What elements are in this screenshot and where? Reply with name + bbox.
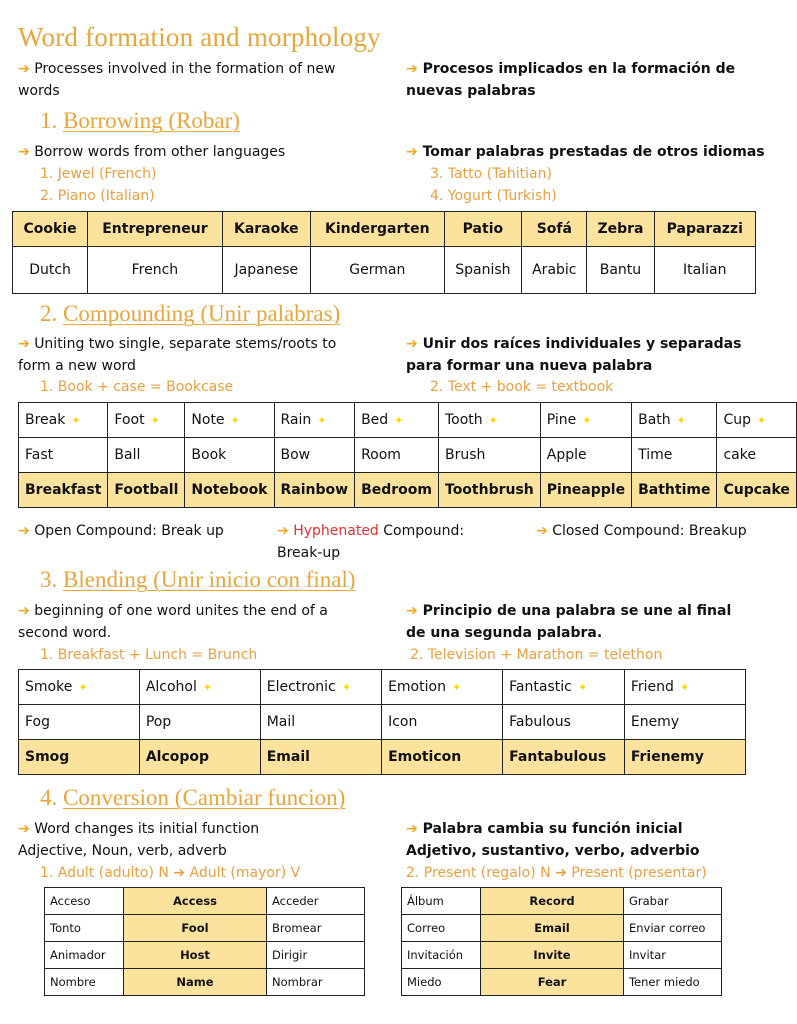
- table-cell: Pineapple: [540, 473, 631, 508]
- arrow-icon: ➔: [406, 336, 418, 352]
- table-row: [45, 888, 365, 915]
- table-cell: Pop: [139, 705, 260, 740]
- table-row: [45, 969, 365, 996]
- plus-icon: ✦: [582, 414, 592, 427]
- table-cell: Paparazzi: [654, 212, 756, 247]
- table-cell: Apple: [540, 438, 631, 473]
- conversion-example-2: 2. Present (regalo) N ➔ Present (presentar): [406, 865, 707, 881]
- plus-icon: ✦: [230, 414, 240, 427]
- conversion-en: ➔ Word changes its initial function Adjective, Noun, verb, adverb: [18, 821, 260, 859]
- table-cell: Enemy: [624, 705, 745, 740]
- arrow-icon: ➔: [18, 144, 30, 160]
- blending-first-row: [19, 670, 746, 705]
- table-cell: Electronic ✦: [260, 670, 381, 705]
- arrow-icon: ➔: [18, 821, 30, 837]
- arrow-icon: ➔: [18, 603, 30, 619]
- table-cell: French: [88, 247, 223, 294]
- table-cell: Japanese: [222, 247, 310, 294]
- intro-en: ➔ Processes involved in the formation of new words: [18, 61, 336, 99]
- table-cell: Tener miedo: [624, 969, 722, 996]
- borrowing-example-2: 2. Piano (Italian): [40, 188, 155, 204]
- blending-example-1: 1. Breakfast + Lunch = Brunch: [40, 647, 258, 663]
- arrow-icon: ➔: [536, 523, 548, 539]
- plus-icon: ✦: [577, 681, 588, 694]
- table-cell: Miedo: [402, 969, 481, 996]
- compounding-result-row: [19, 473, 797, 508]
- page-title: Word formation and morphology: [18, 22, 381, 52]
- table-cell: Smoke ✦: [19, 670, 140, 705]
- arrow-icon: ➔: [18, 523, 30, 539]
- table-cell: Pine ✦: [540, 403, 631, 438]
- table-cell: Cookie: [13, 212, 88, 247]
- compounding-es: ➔ Unir dos raíces individuales y separadas para formar una nueva palabra: [406, 336, 742, 374]
- section-heading-blending: 3. Blending (Unir inicio con final): [40, 567, 356, 592]
- table-cell: Fast: [19, 438, 108, 473]
- table-cell: Icon: [382, 705, 503, 740]
- table-cell: Bantu: [587, 247, 654, 294]
- table-cell: Cupcake: [717, 473, 796, 508]
- table-cell: Bathtime: [632, 473, 717, 508]
- table-cell: Entrepreneur: [88, 212, 223, 247]
- table-cell: Invitación: [402, 942, 481, 969]
- table-cell: Patio: [444, 212, 522, 247]
- table-cell: Fear: [481, 969, 624, 996]
- table-cell: Bedroom: [355, 473, 439, 508]
- table-cell: Record: [481, 888, 624, 915]
- table-cell: Grabar: [624, 888, 722, 915]
- table-cell: Sofá: [522, 212, 587, 247]
- table-cell: Fantabulous: [503, 740, 625, 775]
- blending-second-row: [19, 705, 746, 740]
- borrowing-example-1: 1. Jewel (French): [40, 166, 157, 182]
- borrowing-example-4: 4. Yogurt (Turkish): [430, 188, 557, 204]
- section-heading-conversion: 4. Conversion (Cambiar funcion): [40, 785, 346, 810]
- arrow-icon: ➔: [406, 61, 418, 77]
- table-cell: Book: [185, 438, 274, 473]
- table-cell: Karaoke: [222, 212, 310, 247]
- table-cell: Animador: [45, 942, 124, 969]
- table-cell: Spanish: [444, 247, 522, 294]
- table-cell: Rain ✦: [274, 403, 355, 438]
- table-cell: Alcopop: [139, 740, 260, 775]
- table-cell: Frienemy: [624, 740, 745, 775]
- table-cell: Emoticon: [382, 740, 503, 775]
- compounding-example-1: 1. Book + case = Bookcase: [40, 379, 234, 395]
- conversion-es: ➔ Palabra cambia su función inicial Adjetivo, sustantivo, verbo, adverbio: [406, 821, 700, 859]
- plus-icon: ✦: [488, 414, 498, 427]
- table-cell: Football: [108, 473, 185, 508]
- table-cell: Ball: [108, 438, 185, 473]
- borrowing-es: ➔ Tomar palabras prestadas de otros idiomas: [406, 144, 765, 160]
- borrowing-en: ➔ Borrow words from other languages: [18, 144, 286, 160]
- section-heading-compounding: 2. Compounding (Unir palabras): [40, 301, 341, 326]
- conversion-example-1: 1. Adult (adulto) N ➔ Adult (mayor) V: [40, 865, 301, 881]
- table-row: [402, 942, 722, 969]
- table-cell: Tooth ✦: [439, 403, 541, 438]
- table-cell: Tonto: [45, 915, 124, 942]
- compounding-table: [18, 402, 797, 508]
- table-cell: Bow: [274, 438, 355, 473]
- plus-icon: ✦: [202, 681, 213, 694]
- table-cell: Álbum: [402, 888, 481, 915]
- arrow-icon: ➔: [277, 523, 289, 539]
- table-cell: German: [310, 247, 444, 294]
- compounding-en: ➔ Uniting two single, separate stems/roots to form a new word: [18, 336, 337, 374]
- table-cell: Notebook: [185, 473, 274, 508]
- plus-icon: ✦: [150, 414, 160, 427]
- table-cell: Acceso: [45, 888, 124, 915]
- table-cell: Cup ✦: [717, 403, 796, 438]
- table-cell: Friend ✦: [624, 670, 745, 705]
- table-cell: Italian: [654, 247, 756, 294]
- table-cell: Bed ✦: [355, 403, 439, 438]
- plus-icon: ✦: [451, 681, 462, 694]
- table-cell: Emotion ✦: [382, 670, 503, 705]
- table-cell: Foot ✦: [108, 403, 185, 438]
- plus-icon: ✦: [676, 414, 686, 427]
- blending-en: ➔ beginning of one word unites the end of a second word.: [18, 603, 328, 641]
- plus-icon: ✦: [78, 681, 88, 694]
- compounding-example-2: 2. Text + book = textbook: [430, 379, 614, 395]
- table-cell: Fool: [124, 915, 267, 942]
- arrow-icon: ➔: [18, 336, 30, 352]
- borrowing-table: [12, 211, 756, 294]
- table-cell: Note ✦: [185, 403, 274, 438]
- table-cell: Toothbrush: [439, 473, 541, 508]
- table-cell: Nombrar: [267, 969, 365, 996]
- plus-icon: ✦: [679, 681, 690, 694]
- hyphenated-compound: ➔ Hyphenated Compound: Break-up: [277, 523, 465, 561]
- table-row: [402, 888, 722, 915]
- blending-es: ➔ Principio de una palabra se une al final de una segunda palabra.: [406, 603, 732, 641]
- table-cell: Breakfast: [19, 473, 108, 508]
- arrow-icon: ➔: [406, 603, 418, 619]
- plus-icon: ✦: [317, 414, 327, 427]
- plus-icon: ✦: [341, 681, 351, 694]
- arrow-icon: ➔: [406, 144, 418, 160]
- table-row: [45, 942, 365, 969]
- conversion-left-table: [44, 887, 365, 996]
- table-cell: Host: [124, 942, 267, 969]
- compounding-first-row: [19, 403, 797, 438]
- blending-result-row: [19, 740, 746, 775]
- blending-example-2: 2. Television + Marathon = telethon: [410, 647, 663, 663]
- borrowing-origins-row: [13, 247, 756, 294]
- table-cell: Access: [124, 888, 267, 915]
- compounding-second-row: [19, 438, 797, 473]
- table-cell: Smog: [19, 740, 140, 775]
- table-cell: Room: [355, 438, 439, 473]
- plus-icon: ✦: [71, 414, 81, 427]
- table-cell: Name: [124, 969, 267, 996]
- table-cell: Fabulous: [503, 705, 625, 740]
- blending-table: [18, 669, 746, 775]
- table-cell: Dutch: [13, 247, 88, 294]
- table-row: [402, 915, 722, 942]
- table-cell: Kindergarten: [310, 212, 444, 247]
- borrowing-words-row: [13, 212, 756, 247]
- table-cell: Mail: [260, 705, 381, 740]
- closed-compound: ➔ Closed Compound: Breakup: [536, 523, 747, 539]
- table-cell: Arabic: [522, 247, 587, 294]
- table-cell: cake: [717, 438, 796, 473]
- arrow-icon: ➔: [18, 61, 30, 77]
- table-cell: Enviar correo: [624, 915, 722, 942]
- table-cell: Rainbow: [274, 473, 355, 508]
- table-cell: Fantastic ✦: [503, 670, 625, 705]
- table-row: [402, 969, 722, 996]
- table-cell: Brush: [439, 438, 541, 473]
- table-cell: Email: [260, 740, 381, 775]
- table-cell: Alcohol ✦: [139, 670, 260, 705]
- table-cell: Break ✦: [19, 403, 108, 438]
- table-cell: Invitar: [624, 942, 722, 969]
- arrow-icon: ➔: [406, 821, 418, 837]
- table-cell: Zebra: [587, 212, 654, 247]
- conversion-right-table: [401, 887, 722, 996]
- plus-icon: ✦: [757, 414, 767, 427]
- borrowing-example-3: 3. Tatto (Tahitian): [430, 166, 552, 182]
- table-cell: Dirigir: [267, 942, 365, 969]
- intro-es: ➔ Procesos implicados en la formación de nuevas palabras: [406, 61, 736, 99]
- table-cell: Bath ✦: [632, 403, 717, 438]
- table-cell: Time: [632, 438, 717, 473]
- table-cell: Correo: [402, 915, 481, 942]
- table-cell: Email: [481, 915, 624, 942]
- table-cell: Bromear: [267, 915, 365, 942]
- plus-icon: ✦: [394, 414, 404, 427]
- table-cell: Nombre: [45, 969, 124, 996]
- table-cell: Fog: [19, 705, 140, 740]
- table-cell: Acceder: [267, 888, 365, 915]
- table-cell: Invite: [481, 942, 624, 969]
- table-row: [45, 915, 365, 942]
- section-heading-borrowing: 1. Borrowing (Robar): [40, 108, 240, 133]
- open-compound: ➔ Open Compound: Break up: [18, 523, 224, 539]
